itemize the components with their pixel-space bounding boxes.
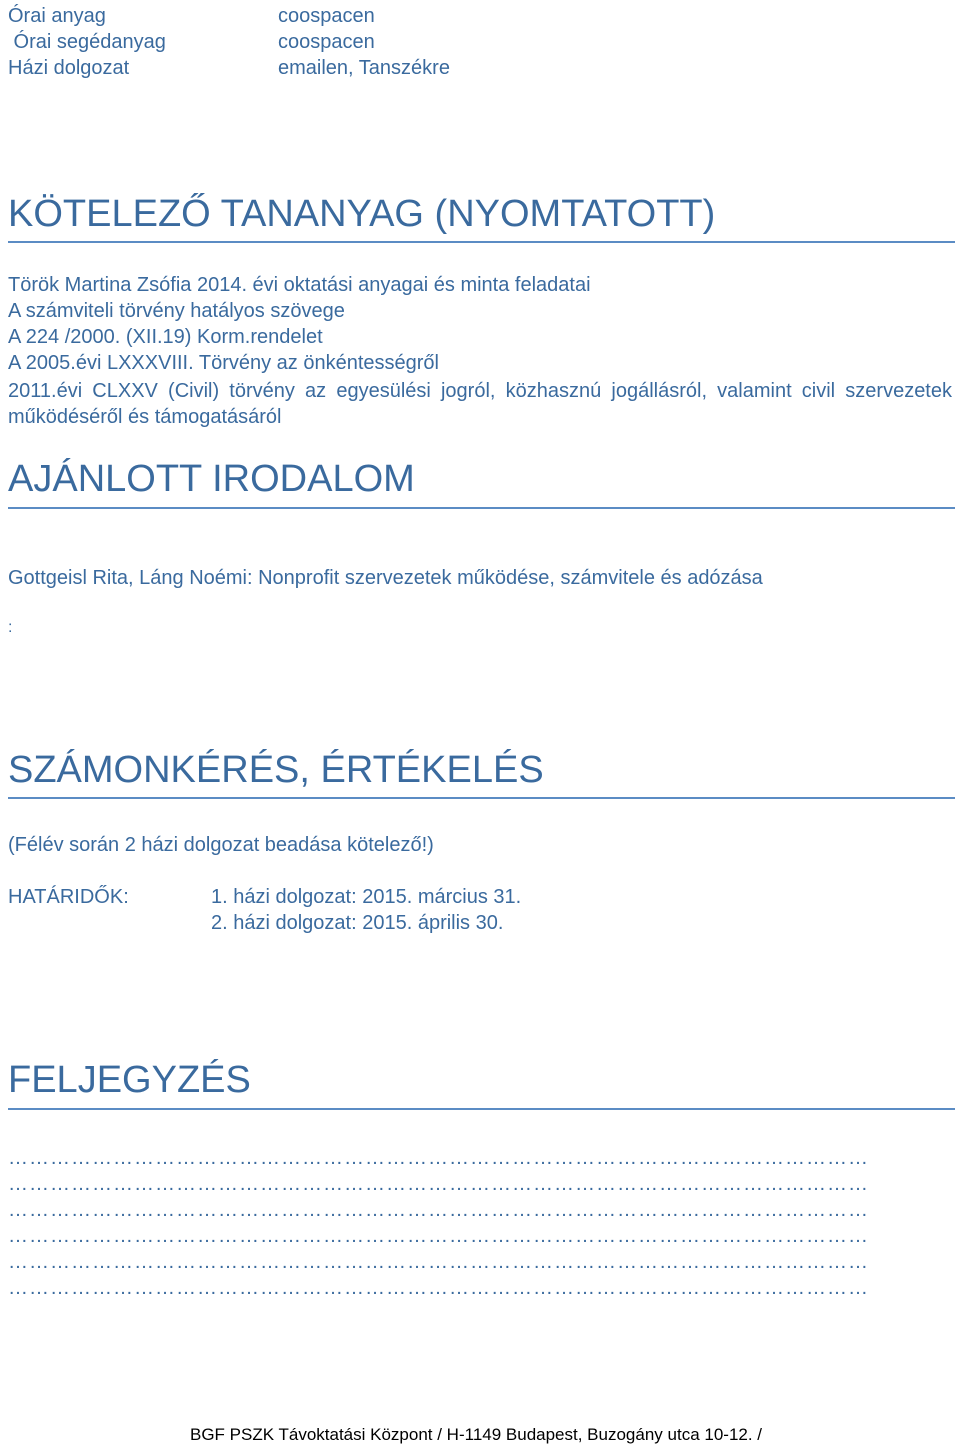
notes-line: …………………………………………………………………………………………………………… bbox=[8, 1173, 869, 1195]
section-heading-recommended: AJÁNLOTT IRODALOM bbox=[8, 458, 415, 500]
required-item: A számviteli törvény hatályos szövege bbox=[8, 300, 345, 322]
required-item: 2011.évi CLXXV (Civil) törvény az egyesülési jogról, közhasznú jogállásról, valamint civil szervezetek működéséről és támogatásáról bbox=[8, 380, 952, 428]
section-divider bbox=[8, 1108, 955, 1110]
section-divider bbox=[8, 241, 955, 243]
notes-line: …………………………………………………………………………………………………………… bbox=[8, 1199, 869, 1221]
recommended-item: Gottgeisl Rita, Láng Noémi: Nonprofit szervezetek működése, számvitele és adózása bbox=[8, 567, 763, 589]
page-footer: BGF PSZK Távoktatási Központ / H-1149 Budapest, Buzogány utca 10-12. / bbox=[190, 1425, 763, 1444]
materials-value: emailen, Tanszékre bbox=[278, 57, 450, 79]
required-item: Török Martina Zsófia 2014. évi oktatási anyagai és minta feladatai bbox=[8, 274, 591, 296]
section-divider bbox=[8, 797, 955, 799]
deadlines-label: HATÁRIDŐK: bbox=[8, 886, 129, 908]
section-divider bbox=[8, 507, 955, 509]
materials-value: coospacen bbox=[278, 31, 375, 53]
required-item: A 224 /2000. (XII.19) Korm.rendelet bbox=[8, 326, 323, 348]
section-heading-required: KÖTELEZŐ TANANYAG (NYOMTATOTT) bbox=[8, 193, 716, 235]
notes-line: …………………………………………………………………………………………………………… bbox=[8, 1225, 869, 1247]
materials-value: coospacen bbox=[278, 5, 375, 27]
notes-line: …………………………………………………………………………………………………………… bbox=[8, 1147, 869, 1169]
materials-label: Házi dolgozat bbox=[8, 57, 130, 79]
materials-label: Órai segédanyag bbox=[8, 31, 166, 53]
notes-line: …………………………………………………………………………………………………………… bbox=[8, 1251, 869, 1273]
notes-line: …………………………………………………………………………………………………………… bbox=[8, 1277, 869, 1299]
assessment-note: (Félév során 2 házi dolgozat beadása kötelező!) bbox=[8, 834, 434, 856]
materials-label: Órai anyag bbox=[8, 5, 106, 27]
recommended-extra: : bbox=[8, 619, 13, 636]
section-heading-notes: FELJEGYZÉS bbox=[8, 1059, 251, 1101]
deadline-item: 1. házi dolgozat: 2015. március 31. bbox=[211, 886, 522, 908]
deadline-item: 2. házi dolgozat: 2015. április 30. bbox=[211, 912, 504, 934]
section-heading-assessment: SZÁMONKÉRÉS, ÉRTÉKELÉS bbox=[8, 749, 544, 791]
required-item: A 2005.évi LXXXVIII. Törvény az önkéntességről bbox=[8, 352, 439, 374]
